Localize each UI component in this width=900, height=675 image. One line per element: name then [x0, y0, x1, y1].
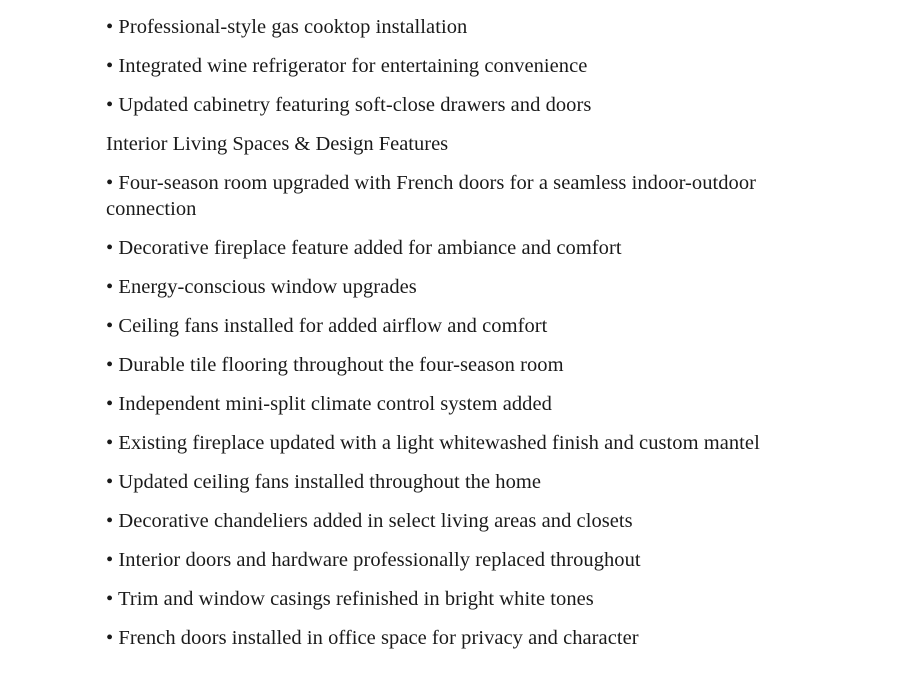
list-item: • Professional-style gas cooktop installation — [106, 16, 468, 38]
list-item: • Ceiling fans installed for added airflow and comfort — [106, 315, 548, 337]
list-item: • Integrated wine refrigerator for entertaining convenience — [106, 55, 588, 77]
list-item: • French doors installed in office space for privacy and character — [106, 627, 639, 649]
list-item: • Four-season room upgraded with French doors for a seamless indoor-outdoor connection — [106, 172, 757, 220]
list-item: • Independent mini-split climate control system added — [106, 393, 552, 415]
list-item: • Updated cabinetry featuring soft-close drawers and doors — [106, 94, 592, 116]
list-item: • Decorative chandeliers added in select living areas and closets — [106, 510, 633, 532]
list-item: • Decorative fireplace feature added for ambiance and comfort — [106, 237, 622, 259]
list-item: • Updated ceiling fans installed throughout the home — [106, 471, 542, 493]
list-item: • Energy-conscious window upgrades — [106, 276, 417, 298]
list-item: • Existing fireplace updated with a light whitewashed finish and custom mantel — [106, 432, 760, 454]
list-item: • Interior doors and hardware professionally replaced throughout — [106, 549, 641, 571]
list-item: • Durable tile flooring throughout the four-season room — [106, 354, 564, 376]
list-item: • Trim and window casings refinished in bright white tones — [106, 588, 594, 610]
section-heading: Interior Living Spaces & Design Features — [106, 133, 449, 155]
document-body — [106, 14, 766, 664]
